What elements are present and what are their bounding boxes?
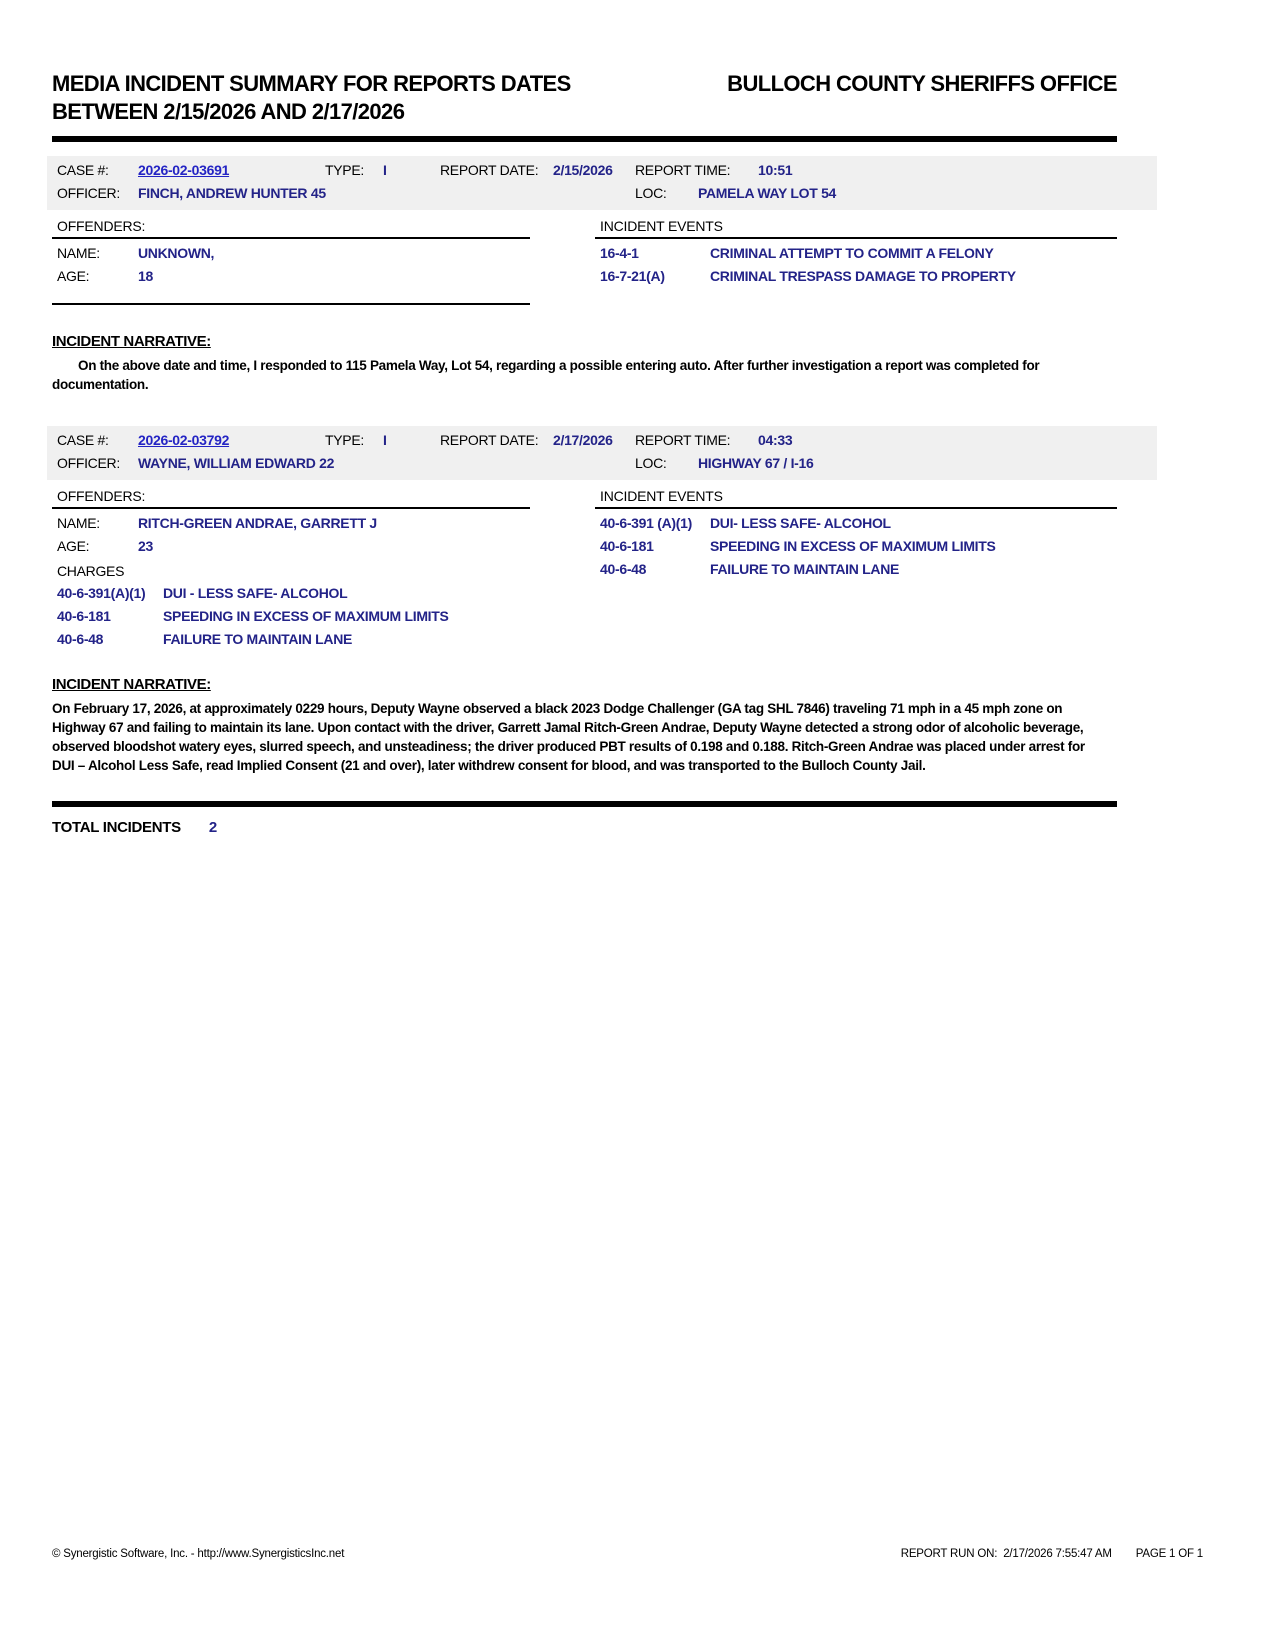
name-value: UNKNOWN, — [138, 245, 215, 261]
event-code: 16-7-21(A) — [600, 268, 665, 284]
age-value: 18 — [138, 268, 153, 284]
event-description: CRIMINAL ATTEMPT TO COMMIT A FELONY — [710, 245, 994, 261]
incident-events-heading: INCIDENT EVENTS — [600, 218, 723, 234]
loc-value: HIGHWAY 67 / I-16 — [698, 455, 814, 471]
totals-rule — [52, 801, 1117, 807]
incident-events-underline — [595, 507, 1117, 509]
offenders-heading: OFFENDERS: — [57, 488, 146, 504]
report-time-label: REPORT TIME: — [635, 162, 731, 178]
total-incidents-value: 2 — [208, 819, 218, 836]
type-label: TYPE: — [325, 432, 364, 448]
officer-label: OFFICER: — [57, 455, 120, 471]
incident-narrative-heading: INCIDENT NARRATIVE: — [52, 333, 211, 350]
event-row — [595, 515, 1117, 532]
incident-events-underline — [595, 237, 1117, 239]
type-label: TYPE: — [325, 162, 364, 178]
offenders-bottom-line — [52, 303, 530, 305]
page-footer — [52, 1548, 1203, 1560]
case-header-row2 — [47, 185, 1157, 208]
case-detail-columns — [52, 488, 1117, 648]
page-number-label: PAGE 1 OF 1 — [1135, 1548, 1203, 1560]
event-row — [595, 538, 1117, 555]
report-title-line2: BETWEEN 2/15/2026 AND 2/17/2026 — [52, 99, 405, 124]
loc-label: LOC: — [635, 455, 667, 471]
event-description: FAILURE TO MAINTAIN LANE — [710, 561, 900, 577]
charge-row — [52, 585, 530, 602]
total-incidents-label: TOTAL INCIDENTS — [52, 819, 181, 836]
agency-title: BULLOCH COUNTY SHERIFFS OFFICE — [727, 71, 1117, 96]
name-value: RITCH-GREEN ANDRAE, GARRETT J — [138, 515, 377, 531]
type-value: I — [383, 432, 387, 448]
case-number-link[interactable]: 2026-02-03792 — [138, 432, 230, 448]
loc-value: PAMELA WAY LOT 54 — [698, 185, 837, 201]
report-header — [52, 0, 1117, 126]
charge-code: 40-6-48 — [57, 631, 104, 647]
offender-age-row — [52, 538, 530, 555]
offenders-section — [52, 488, 530, 648]
charge-row — [52, 608, 530, 625]
offenders-underline — [52, 507, 530, 509]
case-header-row2 — [47, 455, 1157, 478]
report-time-value: 10:51 — [758, 162, 793, 178]
case-header-row1 — [47, 426, 1157, 455]
charges-heading: CHARGES — [57, 563, 125, 579]
report-time-value: 04:33 — [758, 432, 793, 448]
report-date-label: REPORT DATE: — [440, 162, 539, 178]
report-date-label: REPORT DATE: — [440, 432, 539, 448]
event-description: SPEEDING IN EXCESS OF MAXIMUM LIMITS — [710, 538, 996, 554]
header-rule — [52, 136, 1117, 142]
age-label: AGE: — [57, 538, 90, 554]
offender-name-row — [52, 515, 530, 532]
case-number-label: CASE #: — [57, 162, 109, 178]
age-label: AGE: — [57, 268, 90, 284]
charge-code: 40-6-181 — [57, 608, 111, 624]
officer-value: FINCH, ANDREW HUNTER 45 — [138, 185, 326, 201]
charge-description: SPEEDING IN EXCESS OF MAXIMUM LIMITS — [163, 608, 449, 624]
report-time-label: REPORT TIME: — [635, 432, 731, 448]
case-number-label: CASE #: — [57, 432, 109, 448]
offender-age-row — [52, 268, 530, 285]
case-header-band — [47, 156, 1157, 210]
charge-code: 40-6-391(A)(1) — [57, 585, 146, 601]
name-label: NAME: — [57, 515, 100, 531]
case-number-link[interactable]: 2026-02-03691 — [138, 162, 230, 178]
report-run-label: REPORT RUN ON: — [900, 1548, 998, 1560]
event-row — [595, 268, 1117, 285]
officer-label: OFFICER: — [57, 185, 120, 201]
offenders-underline — [52, 237, 530, 239]
incident-narrative-heading: INCIDENT NARRATIVE: — [52, 676, 211, 693]
officer-value: WAYNE, WILLIAM EDWARD 22 — [138, 455, 335, 471]
event-code: 40-6-48 — [600, 561, 647, 577]
type-value: I — [383, 162, 387, 178]
charge-description: DUI - LESS SAFE- ALCOHOL — [163, 585, 348, 601]
report-date-value: 2/17/2026 — [553, 432, 613, 448]
incident-narrative-text: On the above date and time, I responded to 115 Pamela Way, Lot 54, regarding a possible entering auto. After further investigation a report was completed for documentation. — [52, 358, 1040, 392]
event-row — [595, 561, 1117, 578]
offenders-section — [52, 218, 530, 305]
incident-narrative-text: On February 17, 2026, at approximately 0229 hours, Deputy Wayne observed a black 2023 Dodge Challenger (GA tag SHL 7846) traveling 71 mph in a 45 mph zone on Highway 67 and failing to maintain its lane. Upon contact with the driver, Garrett Jamal Ritch-Green Andrae, Deputy Wayne detected a strong odor of alcoholic beverage, observed bloodshot watery eyes, slurred speech, and unsteadiness; the driver produced PBT results of 0.198 and 0.188. Ritch-Green Andrae was placed under arrest for DUI – Alcohol Less Safe, read Implied Consent (21 and over), later withdrew consent for blood, and was transported to the Bulloch County Jail. — [52, 701, 1085, 773]
event-description: DUI- LESS SAFE- ALCOHOL — [710, 515, 891, 531]
event-code: 40-6-391 (A)(1) — [600, 515, 692, 531]
case-header-band — [47, 426, 1157, 480]
report-title-line1: MEDIA INCIDENT SUMMARY FOR REPORTS DATES — [52, 71, 571, 96]
charge-row — [52, 631, 530, 648]
incident-events-section — [595, 488, 1117, 648]
name-label: NAME: — [57, 245, 100, 261]
loc-label: LOC: — [635, 185, 667, 201]
event-code: 40-6-181 — [600, 538, 654, 554]
offenders-heading: OFFENDERS: — [57, 218, 146, 234]
incident-events-section — [595, 218, 1117, 305]
case-detail-columns — [52, 218, 1117, 305]
report-title — [52, 70, 692, 126]
report-date-value: 2/15/2026 — [553, 162, 613, 178]
event-row — [595, 245, 1117, 262]
offender-name-row — [52, 245, 530, 262]
charge-description: FAILURE TO MAINTAIN LANE — [163, 631, 353, 647]
report-run-value: 2/17/2026 7:55:47 AM — [1003, 1548, 1112, 1560]
event-code: 16-4-1 — [600, 245, 639, 261]
footer-copyright: © Synergistic Software, Inc. - http://www.SynergisticsInc.net — [52, 1548, 345, 1560]
age-value: 23 — [138, 538, 153, 554]
footer-report-info — [901, 1548, 1203, 1560]
totals-row — [52, 819, 1117, 836]
event-description: CRIMINAL TRESPASS DAMAGE TO PROPERTY — [710, 268, 1016, 284]
case-header-row1 — [47, 156, 1157, 185]
incident-events-heading: INCIDENT EVENTS — [600, 488, 723, 504]
